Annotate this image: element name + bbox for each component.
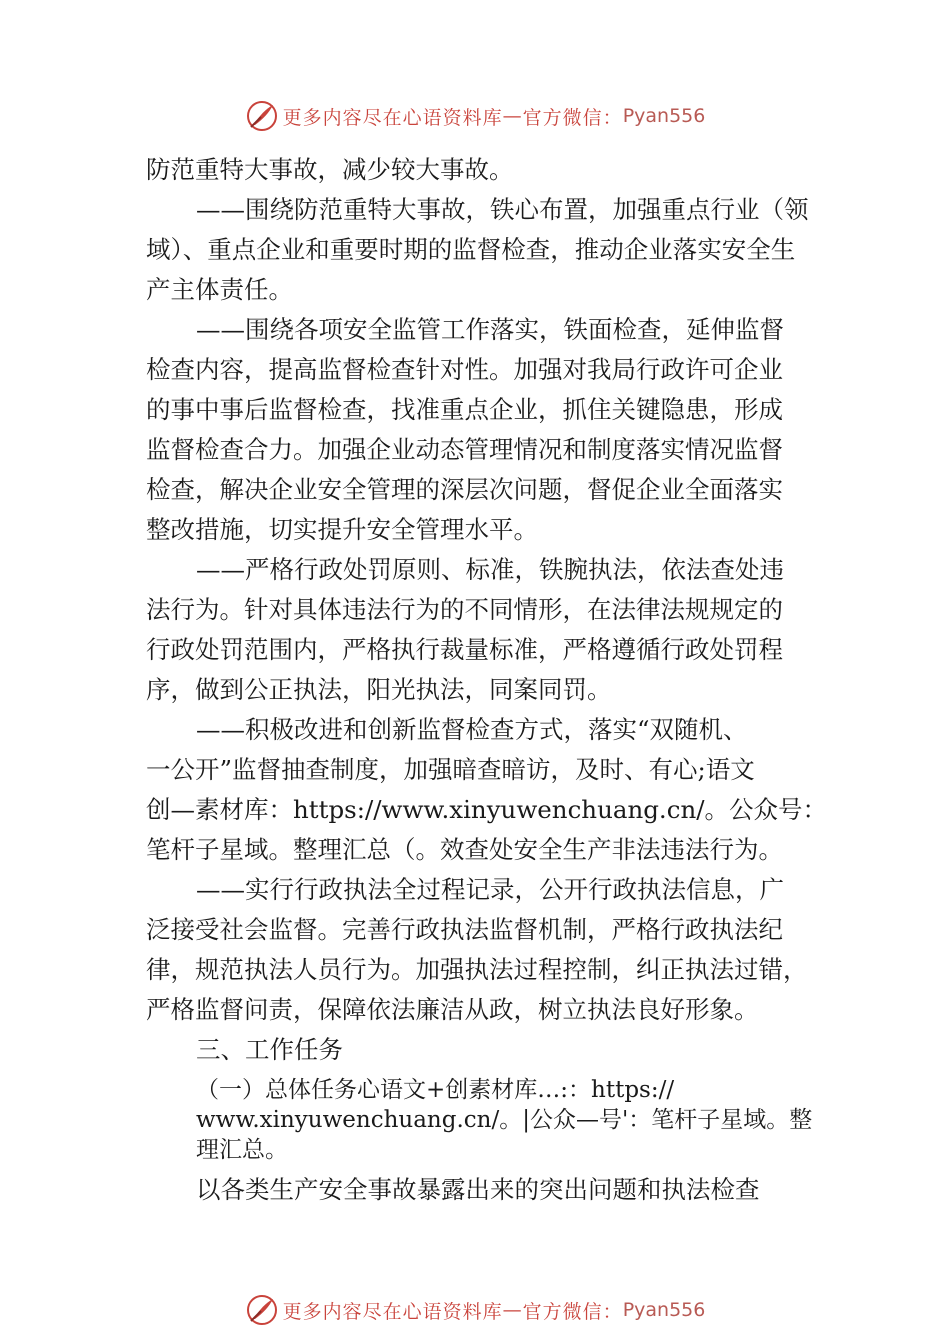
paragraph-line: 严格监督问责，保障依法廉洁从政，树立执法良好形象。 — [146, 995, 759, 1024]
paragraph-line: ——实行行政执法全过程记录，公开行政执法信息，广 — [196, 875, 784, 904]
paragraph-line: 防范重特大事故，减少较大事故。 — [146, 155, 514, 184]
subsection-line: （一）总体任务心语文+创素材库…:：https:// — [196, 1077, 675, 1103]
banner-brand-text: 更多内容尽在心语资料库 — [282, 106, 503, 129]
paragraph-line: 笔杆子星域。整理汇总（。效查处安全生产非法违法行为。 — [146, 835, 783, 864]
banner-dash: — — [502, 105, 523, 127]
paragraph-line: 法行为。针对具体违法行为的不同情形，在法律法规规定的 — [146, 595, 783, 624]
banner-wechat-id: Pyan556 — [622, 1299, 706, 1321]
paragraph-line: 整改措施，切实提升安全管理水平。 — [146, 515, 538, 544]
paragraph-line: 序，做到公正执法，阳光执法，同案同罚。 — [146, 675, 612, 704]
paragraph-line: ——围绕各项安全监管工作落实，铁面检查，延伸监督 — [196, 315, 784, 344]
paragraph-line: ——围绕防范重特大事故，铁心布置，加强重点行业（领 — [196, 195, 809, 224]
paragraph-line: ——积极改进和创新监督检查方式，落实“双随机、 — [196, 715, 748, 744]
banner-wechat-label: 官方微信： — [522, 106, 623, 129]
banner-wechat-label: 官方微信： — [522, 1300, 623, 1323]
paragraph-line: 创—素材库：https://www.xinyuwenchuang.cn/。公众号： — [146, 795, 827, 824]
paragraph-line: 监督检查合力。加强企业动态管理情况和制度落实情况监督 — [146, 435, 783, 464]
feather-quill-icon — [245, 1293, 279, 1327]
paragraph-line: 产主体责任。 — [146, 275, 293, 304]
paragraph-line: 律，规范执法人员行为。加强执法过程控制，纠正执法过错， — [146, 955, 808, 984]
banner-dash: — — [502, 1299, 523, 1321]
section-heading: 三、工作任务 — [196, 1035, 343, 1064]
footer-banner — [0, 1290, 950, 1330]
paragraph-line: 行政处罚范围内，严格执行裁量标准，严格遵循行政处罚程 — [146, 635, 783, 664]
header-banner — [0, 96, 950, 136]
subsection-line: 理汇总。 — [196, 1137, 288, 1163]
paragraph-line: 的事中事后监督检查，找准重点企业，抓住关键隐患，形成 — [146, 395, 783, 424]
paragraph-line: 域）、重点企业和重要时期的监督检查，推动企业落实安全生 — [146, 235, 796, 264]
paragraph-line: ——严格行政处罚原则、标准，铁腕执法，依法查处违 — [196, 555, 784, 584]
paragraph-line: 以各类生产安全事故暴露出来的突出问题和执法检查 — [196, 1175, 760, 1204]
banner-wechat-id: Pyan556 — [622, 105, 706, 127]
subsection-line: www.xinyuwenchuang.cn/。|公众—号'：笔杆子星域。整 — [196, 1107, 813, 1133]
paragraph-line: 一公开”监督抽查制度，加强暗查暗访，及时、有心;语文 — [146, 755, 755, 784]
paragraph-line: 泛接受社会监督。完善行政执法监督机制，严格行政执法纪 — [146, 915, 783, 944]
paragraph-line: 检查，解决企业安全管理的深层次问题，督促企业全面落实 — [146, 475, 783, 504]
feather-quill-icon — [245, 99, 279, 133]
banner-brand-text: 更多内容尽在心语资料库 — [282, 1300, 503, 1323]
paragraph-line: 检查内容，提高监督检查针对性。加强对我局行政许可企业 — [146, 355, 783, 384]
